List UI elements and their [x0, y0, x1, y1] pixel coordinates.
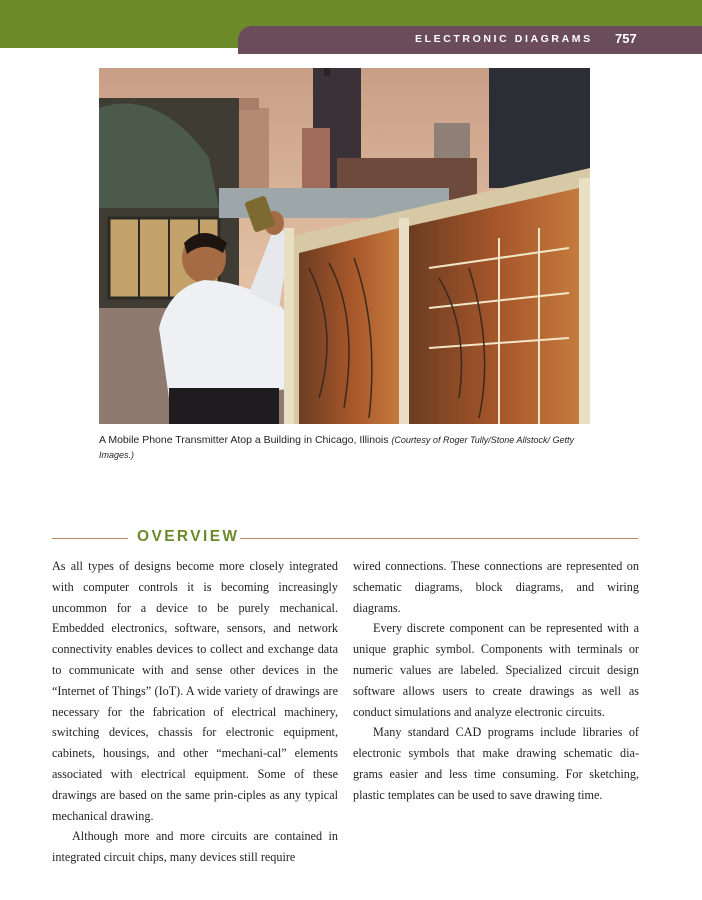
- paragraph: As all types of designs become more closely integrated with computer controls it is becoming increasingly uncommon for a device to be purely mechanical. Embedded electronics, software, sensors, and network connectivity enables devices to collect and exchange data to communicate with and sense other devices in the “Internet of Things” (IoT). A wide variety of drawings are necessary for the fabrication of electrical machinery, switching devices, chassis for electronic equipment, cabinets, housings, and other “mechani-cal” elements associated with electrical equipment. Some of these drawings are based on the same prin-ciples as any typical mechanical drawing.: [52, 559, 338, 823]
- body-column-right: [353, 556, 639, 806]
- heading-rule-left: [52, 538, 128, 539]
- paragraph: Although more and more circuits are contained in integrated circuit chips, many devices still require: [52, 829, 338, 865]
- page-number: 757: [615, 31, 637, 46]
- figure-caption: [99, 433, 599, 463]
- body-column-left: [52, 556, 338, 868]
- paragraph: Many standard CAD programs include libraries of electronic symbols that make drawing schematic dia-grams easier and less time consuming. For sketching, plastic templates can be used to save drawing time.: [353, 725, 639, 802]
- running-head: ELECTRONIC DIAGRAMS: [415, 33, 593, 45]
- heading-rule-right: [240, 538, 638, 539]
- section-heading: OVERVIEW: [137, 528, 240, 545]
- paragraph: Every discrete component can be represented with a unique graphic symbol. Components with terminals or numeric values are labeled. Specialized circuit design software allows users to create drawings as well as conduct simulations and analyze electronic circuits.: [353, 621, 639, 719]
- caption-credit: (Courtesy of Roger Tully/Stone Allstock/ Getty Images.): [99, 435, 574, 460]
- transmitter-photo: [99, 68, 590, 424]
- caption-text: A Mobile Phone Transmitter Atop a Building in Chicago, Illinois: [99, 434, 389, 446]
- paragraph: wired connections. These connections are represented on schematic diagrams, block diagrams, and wiring diagrams.: [353, 559, 639, 615]
